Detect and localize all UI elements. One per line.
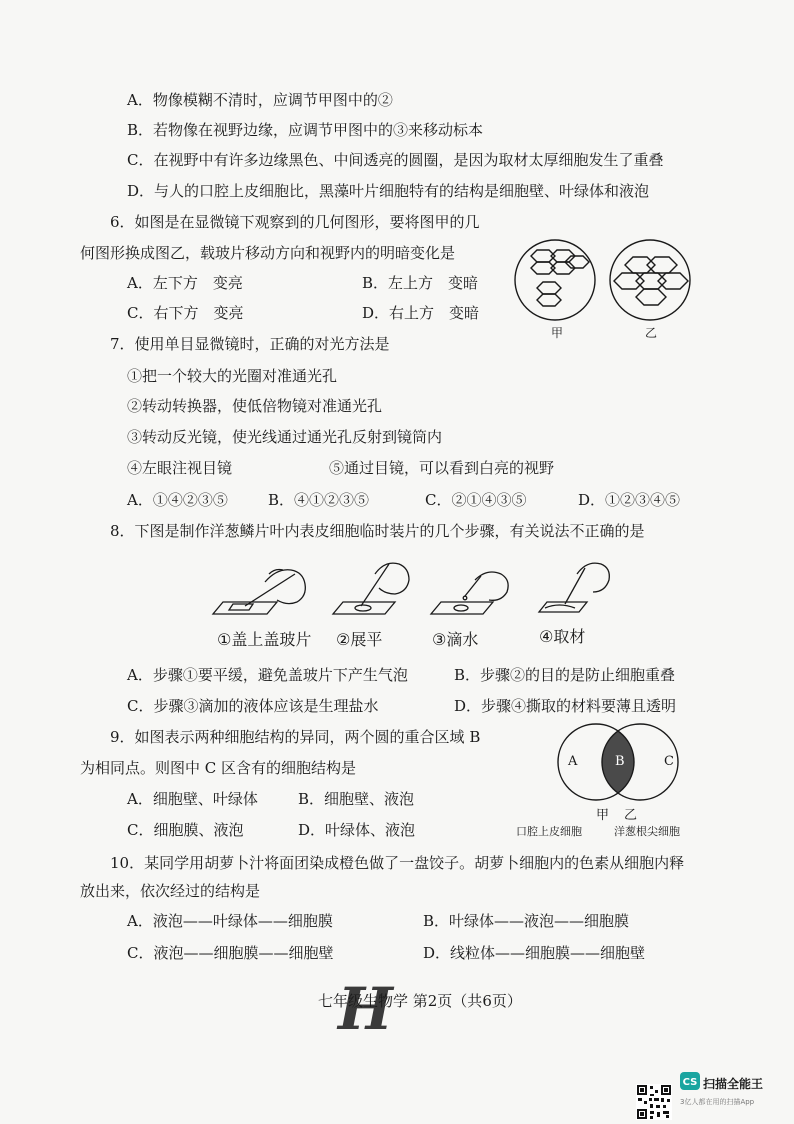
q8-option-c: C．步骤③滴加的液体应该是生理盐水 xyxy=(127,697,379,715)
q5-option-d: D．与人的口腔上皮细胞比，黑藻叶片细胞特有的结构是细胞壁、叶绿体和液泡 xyxy=(127,182,650,200)
q9-stem-line1: 9．如图表示两种细胞结构的异同，两个圆的重合区域 B xyxy=(110,728,481,746)
q6-stem-line1: 6．如图是在显微镜下观察到的几何图形，要将图甲的几 xyxy=(110,213,480,231)
q7-stem: 7．使用单目显微镜时，正确的对光方法是 xyxy=(110,335,390,353)
q8-steps-figure xyxy=(205,552,645,632)
q10-option-a: A．液泡——叶绿体——细胞膜 xyxy=(127,912,333,930)
venn-label-b: B xyxy=(615,754,625,769)
q9-option-c: C．细胞膜、液泡 xyxy=(127,821,244,839)
q8-stem: 8．下图是制作洋葱鳞片叶内表皮细胞临时装片的几个步骤，有关说法不正确的是 xyxy=(110,522,645,540)
q8-option-a: A．步骤①要平缓，避免盖玻片下产生气泡 xyxy=(127,666,408,684)
venn-label-c: C xyxy=(664,754,674,769)
step2-illustration xyxy=(333,563,409,614)
step1-illustration xyxy=(213,570,305,615)
qr-code-icon xyxy=(636,1084,672,1120)
q7-step-4: ④左眼注视目镜 xyxy=(127,459,233,477)
q10-option-c: C．液泡——细胞膜——细胞壁 xyxy=(127,944,334,962)
hexagons-jia xyxy=(531,250,589,306)
q10-stem-line2: 放出来，依次经过的结构是 xyxy=(80,882,261,900)
q9-option-a: A．细胞壁、叶绿体 xyxy=(127,790,258,808)
page-footer: 七年级生物学 第2页（共6页） xyxy=(318,992,522,1010)
venn-label-jia: 甲 xyxy=(596,808,610,823)
q8-step4-label: ④取材 xyxy=(539,627,586,646)
step3-illustration xyxy=(431,572,508,614)
q8-option-b: B．步骤②的目的是防止细胞重叠 xyxy=(454,666,676,684)
q5-option-c: C．在视野中有许多边缘黑色、中间透亮的圆圈，是因为取材太厚细胞发生了重叠 xyxy=(127,151,664,169)
venn-label-a: A xyxy=(568,754,578,769)
version-mark: H xyxy=(338,975,389,1043)
q7-step-2: ②转动转换器，使低倍物镜对准通光孔 xyxy=(127,397,383,415)
q5-option-b: B．若物像在视野边缘，应调节甲图中的③来移动标本 xyxy=(127,121,484,139)
q9-option-b: B．细胞壁、液泡 xyxy=(298,790,415,808)
q7-option-c: C．②①④③⑤ xyxy=(425,491,527,509)
svg-text:CS: CS xyxy=(682,1077,698,1088)
scanner-brand-name: 扫描全能王 xyxy=(703,1077,764,1091)
q6-option-a: A．左下方 变亮 xyxy=(127,274,243,292)
q8-option-d: D．步骤④撕取的材料要薄且透明 xyxy=(454,697,677,715)
q9-stem-line2: 为相同点。则图中 C 区含有的细胞结构是 xyxy=(80,759,357,777)
q5-option-a: A．物像模糊不清时，应调节甲图中的② xyxy=(127,91,393,109)
scanner-tagline: 3亿人都在用的扫描App xyxy=(680,1098,755,1106)
q7-step-1: ①把一个较大的光圈对准通光孔 xyxy=(127,367,338,385)
q10-option-d: D．线粒体——细胞膜——细胞壁 xyxy=(423,944,646,962)
q8-step1-label: ①盖上盖玻片 xyxy=(217,630,312,649)
q8-step2-label: ②展平 xyxy=(336,630,383,649)
q6-option-c: C．右下方 变亮 xyxy=(127,304,244,322)
step4-illustration xyxy=(539,563,609,612)
venn-label-yi: 乙 xyxy=(624,808,638,823)
q7-option-a: A．①④②③⑤ xyxy=(127,491,228,509)
q6-label-jia: 甲 xyxy=(551,326,564,340)
q7-option-d: D．①②③④⑤ xyxy=(578,491,681,509)
q6-stem-line2: 何图形换成图乙，载玻片移动方向和视野内的明暗变化是 xyxy=(80,244,456,262)
q10-option-b: B．叶绿体——液泡——细胞膜 xyxy=(423,912,630,930)
q6-option-b: B．左上方 变暗 xyxy=(362,274,479,292)
venn-caption-jia: 口腔上皮细胞 xyxy=(516,825,582,838)
q7-step-3: ③转动反光镜，使光线通过通光孔反射到镜筒内 xyxy=(127,428,443,446)
q9-option-d: D．叶绿体、液泡 xyxy=(298,821,416,839)
q7-step-5: ⑤通过目镜，可以看到白亮的视野 xyxy=(329,459,555,477)
venn-caption-yi: 洋葱根尖细胞 xyxy=(614,825,680,838)
field-yi-circle xyxy=(610,240,690,320)
q6-label-yi: 乙 xyxy=(645,326,658,340)
q6-option-d: D．右上方 变暗 xyxy=(362,304,480,322)
q7-option-b: B．④①②③⑤ xyxy=(268,491,370,509)
q6-figure xyxy=(510,232,710,352)
hexagons-yi xyxy=(614,257,688,305)
q8-step3-label: ③滴水 xyxy=(432,630,479,649)
q10-stem-line1: 10．某同学用胡萝卜汁将面团染成橙色做了一盘饺子。胡萝卜细胞内的色素从细胞内释 xyxy=(110,854,685,872)
camscanner-logo-icon xyxy=(680,1072,700,1090)
